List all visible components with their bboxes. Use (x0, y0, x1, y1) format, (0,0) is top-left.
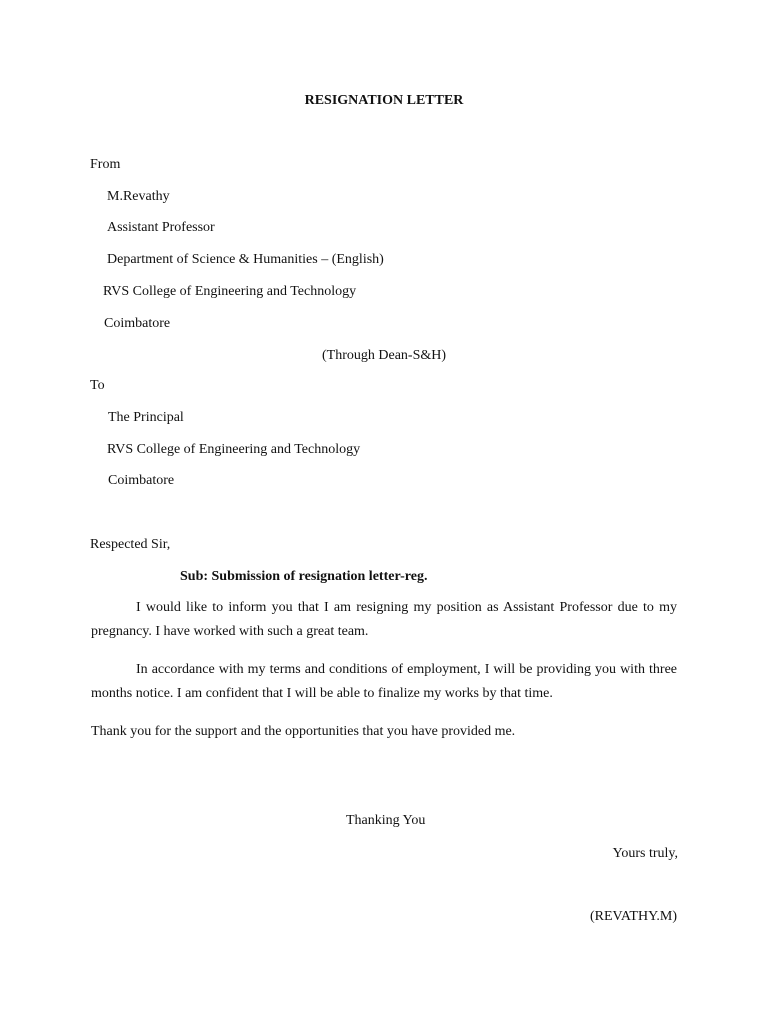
sender-college: RVS College of Engineering and Technology (103, 284, 357, 299)
body-paragraph-1 (91, 596, 677, 644)
sender-department: Department of Science & Humanities – (English) (107, 252, 384, 267)
sender-name: M.Revathy (107, 189, 170, 204)
from-label: From (90, 157, 121, 172)
through-dean: (Through Dean-S&H) (322, 348, 447, 363)
to-label: To (90, 378, 105, 393)
subject-line: Sub: Submission of resignation letter-reg. (180, 569, 428, 584)
body-paragraph-2 (91, 658, 677, 706)
thanking-line: Thanking You (346, 813, 426, 828)
body-paragraph-3: Thank you for the support and the opportunities that you have provided me. (91, 724, 516, 739)
sender-city: Coimbatore (104, 316, 171, 331)
recipient-title: The Principal (108, 410, 184, 425)
closing-line: Yours truly, (612, 846, 678, 861)
body-paragraph-2-text: In accordance with my terms and conditions of employment, I will be providing you with three months notice. I am confident that I will be able to finalize my works by that time. (91, 662, 677, 701)
letter-title: RESIGNATION LETTER (304, 93, 464, 108)
recipient-college: RVS College of Engineering and Technology (107, 442, 361, 457)
salutation: Respected Sir, (90, 537, 171, 552)
recipient-city: Coimbatore (108, 473, 175, 488)
signature-name: (REVATHY.M) (590, 909, 677, 924)
body-paragraph-1-text: I would like to inform you that I am resigning my position as Assistant Professor due to my pregnancy. I have worked with such a great team. (91, 600, 677, 639)
sender-designation: Assistant Professor (107, 220, 215, 235)
